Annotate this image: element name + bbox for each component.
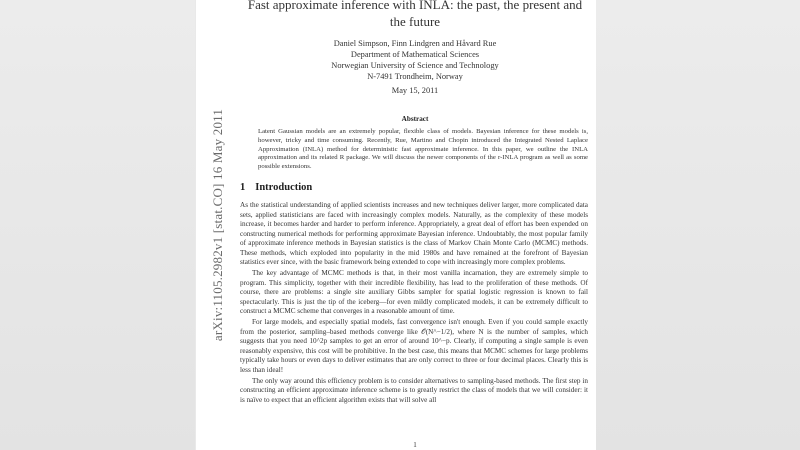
abstract-heading: Abstract (401, 115, 429, 123)
paper-title: Fast approximate inference with INLA: the past, the present and the future (247, 0, 583, 29)
author-address: N-7491 Trondheim, Norway (367, 72, 463, 81)
page-number: 1 (413, 441, 417, 449)
right-background (595, 0, 800, 450)
paragraph: As the statistical understanding of applied scientists increases and new techniques deliver larger, more complicated data sets, applied statisticians are faced with increasingly complex models. Naturally, as the complexity of these models increase, it becomes harder and harder to perform inference. Appropriately, a great deal of effort has been expended on constructing numerical methods for performing approximate Bayesian inference. Undoubtably, the most popular family of approximate inference methods in Bayesian statistics is the class of Markov Chain Monte Carlo (MCMC) methods. These methods, which exploded into popularity in the mid 1980s and have remained at the forefront of Bayesian statistics ever since, with the basic framework being extended to cope with increasingly more complex problems. (240, 201, 588, 266)
paragraph: For large models, and especially spatial models, fast convergence isn't enough. Even if you could sample exactly from the posterior, sampling–based methods converge like 𝒪(N^−1/2), where N is the number of samples, which suggests that you need 10^2p samples to get an error of around 10^−p. Clearly, if computing a single sample is even reasonably expensive, this cost will be prohibitive. In the best case, this means that MCMC schemes for large problems typically take hours or even days to deliver estimates that are only correct to three or four decimal places. Clearly this is less than ideal! (240, 318, 588, 374)
arxiv-stamp: arXiv:1105.2982v1 [stat.CO] 16 May 2011 (210, 108, 225, 342)
section-heading (240, 182, 312, 193)
left-background (0, 0, 195, 450)
paper-date: May 15, 2011 (391, 86, 439, 95)
paragraph: The key advantage of MCMC methods is that, in their most vanilla incarnation, they are extremely simple to program. This simplicity, together with their incredible flexibility, has lead to the proliferation of these methods. Of course, there are problems: a single site auxiliary Gibbs sampler for spatial logistic regression is known to fail spectacularly. This is just the tip of the iceberg—for even mildly complicated models, it can be extremely difficult to construct a MCMC scheme that converges in a reasonable amount of time. (240, 269, 588, 315)
paper-page (196, 0, 596, 450)
section-number: 1 (240, 182, 246, 193)
paragraph: The only way around this efficiency problem is to consider alternatives to sampling-based methods. The first step in constructing an efficient approximate inference scheme is to greatly restrict the class of models that we will consider: it is naïve to expect that an efficient algorithm exists that will solve all (240, 376, 588, 404)
author-block (240, 38, 590, 82)
body-text (240, 201, 588, 407)
author-department: Department of Mathematical Sciences (350, 50, 480, 59)
author-university: Norwegian University of Science and Technology (331, 61, 499, 70)
abstract-text: Latent Gaussian models are an extremely popular, flexible class of models. Bayesian inference for these models is, however, tricky and time consuming. Recently, Rue, Martino and Chopin introduced the Integrated Nested Laplace Approximation (INLA) method for deterministic fast approximate inference. In this paper, we outline the INLA approximation and its related R package. We will discuss the newer components of the r-INLA program as well as some possible extensions. (258, 128, 588, 171)
author-names: Daniel Simpson, Finn Lindgren and Håvard Rue (333, 39, 497, 48)
section-title: Introduction (255, 182, 313, 193)
